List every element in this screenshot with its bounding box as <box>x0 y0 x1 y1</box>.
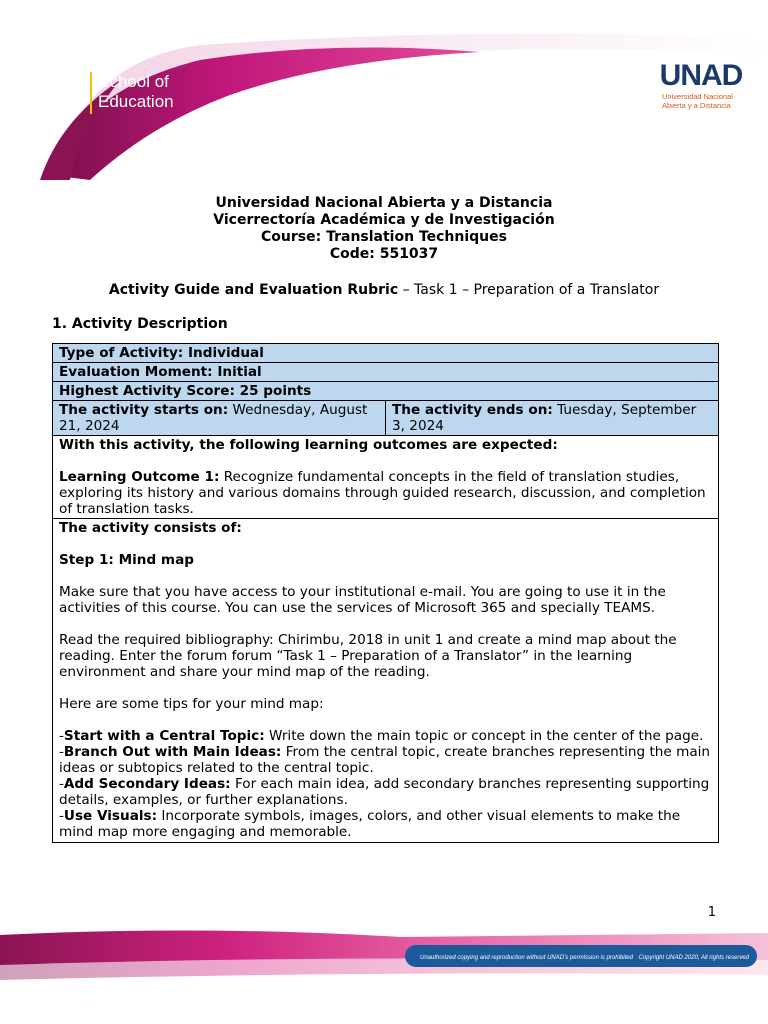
step-1-heading: Step 1: Mind map <box>59 552 194 568</box>
section-title: 1. Activity Description <box>52 316 228 332</box>
activity-end-cell <box>386 401 719 436</box>
tip-label: Add Secondary Ideas: <box>63 776 231 792</box>
footer-note-left: Unauthorized copying and reproduction without UNAD's permission is prohibited <box>420 955 633 961</box>
tip-item: -Start with a Central Topic: Write down the main topic or concept in the center of the page. <box>59 728 704 744</box>
document-title-block <box>0 195 768 263</box>
activity-type-cell: Type of Activity: Individual <box>53 344 719 363</box>
footer-note-right: Copyright UNAD 2020, All rights reserved <box>638 955 749 961</box>
footer-copyright-notice <box>412 950 757 966</box>
tip-item: -Add Secondary Ideas: For each main idea, add secondary branches representing supporting details, examples, or further explanations. <box>59 776 710 808</box>
paragraph-tips-intro: Here are some tips for your mind map: <box>59 696 324 712</box>
unad-logo-sub1: Universidad Nacional <box>662 92 733 101</box>
start-value: Wednesday, August 21, 2024 <box>59 402 368 434</box>
school-logo-line2: Education <box>98 92 174 111</box>
unad-logo-word: UNAD <box>659 59 743 92</box>
tip-item: -Branch Out with Main Ideas: From the central topic, create branches representing the main ideas or subtopics related to the central topic. <box>59 744 711 776</box>
highest-score-cell: Highest Activity Score: 25 points <box>53 382 719 401</box>
title-code: Code: 551037 <box>329 246 439 262</box>
paragraph-email: Make sure that you have access to your institutional e-mail. You are going to use it in the activities of this course. You can use the services of Microsoft 365 and specially TEAMS. <box>59 584 666 616</box>
end-label: The activity ends on: <box>392 402 553 418</box>
outcome-1 <box>59 469 712 517</box>
consists-heading: The activity consists of: <box>59 520 242 536</box>
tip-item: -Use Visuals: Incorporate symbols, images, colors, and other visual elements to make the mind map more engaging and memorable. <box>59 808 681 840</box>
end-value: Tuesday, September 3, 2024 <box>392 402 697 434</box>
activity-consists-cell <box>53 519 719 843</box>
tip-text: Write down the main topic or concept in the center of the page. <box>264 728 704 744</box>
title-course: Course: Translation Techniques <box>261 229 507 245</box>
tip-label: Branch Out with Main Ideas: <box>63 744 282 760</box>
tip-label: Start with a Central Topic: <box>63 728 265 744</box>
page-number: 1 <box>707 905 716 920</box>
outcomes-heading: With this activity, the following learning outcomes are expected: <box>59 437 558 453</box>
tip-text: For each main idea, add secondary branches representing supporting details, examples, or further explanations. <box>59 776 710 808</box>
school-logo-bar <box>90 72 92 114</box>
learning-outcomes-cell <box>53 436 719 519</box>
guide-title <box>0 282 768 298</box>
evaluation-moment-cell: Evaluation Moment: Initial <box>53 363 719 382</box>
guide-title-bold: Activity Guide and Evaluation Rubric <box>108 282 399 298</box>
tip-text: Incorporate symbols, images, colors, and other visual elements to make the mind map more engaging and memorable. <box>59 808 681 840</box>
activity-start-cell <box>53 401 386 436</box>
title-vicerrectoria: Vicerrectoría Académica y de Investigación <box>213 212 555 228</box>
outcome-1-text: Recognize fundamental concepts in the field of translation studies, exploring its history and various domains through guided research, discussion, and completion of translation tasks. <box>59 469 706 517</box>
tip-label: Use Visuals: <box>63 808 158 824</box>
guide-title-rest: – Task 1 – Preparation of a Translator <box>398 282 660 298</box>
school-logo-line1: School of <box>98 72 169 91</box>
tip-text: From the central topic, create branches representing the main ideas or subtopics related to the central topic. <box>59 744 711 776</box>
unad-logo-sub2: Abierta y a Distancia <box>662 101 731 110</box>
school-of-education-logo <box>98 72 174 112</box>
activity-table <box>52 343 719 843</box>
ecedu-tag: ECEDU <box>80 35 90 72</box>
unad-logo <box>656 60 746 110</box>
paragraph-bibliography: Read the required bibliography: Chirimbu, 2018 in unit 1 and create a mind map about the reading. Enter the forum forum “Task 1 – Preparation of a Translator” in the learning environment and share your mind map of the reading. <box>59 632 677 680</box>
title-university: Universidad Nacional Abierta y a Distancia <box>215 195 553 211</box>
outcome-1-label: Learning Outcome 1: <box>59 469 220 485</box>
start-label: The activity starts on: <box>59 402 229 418</box>
